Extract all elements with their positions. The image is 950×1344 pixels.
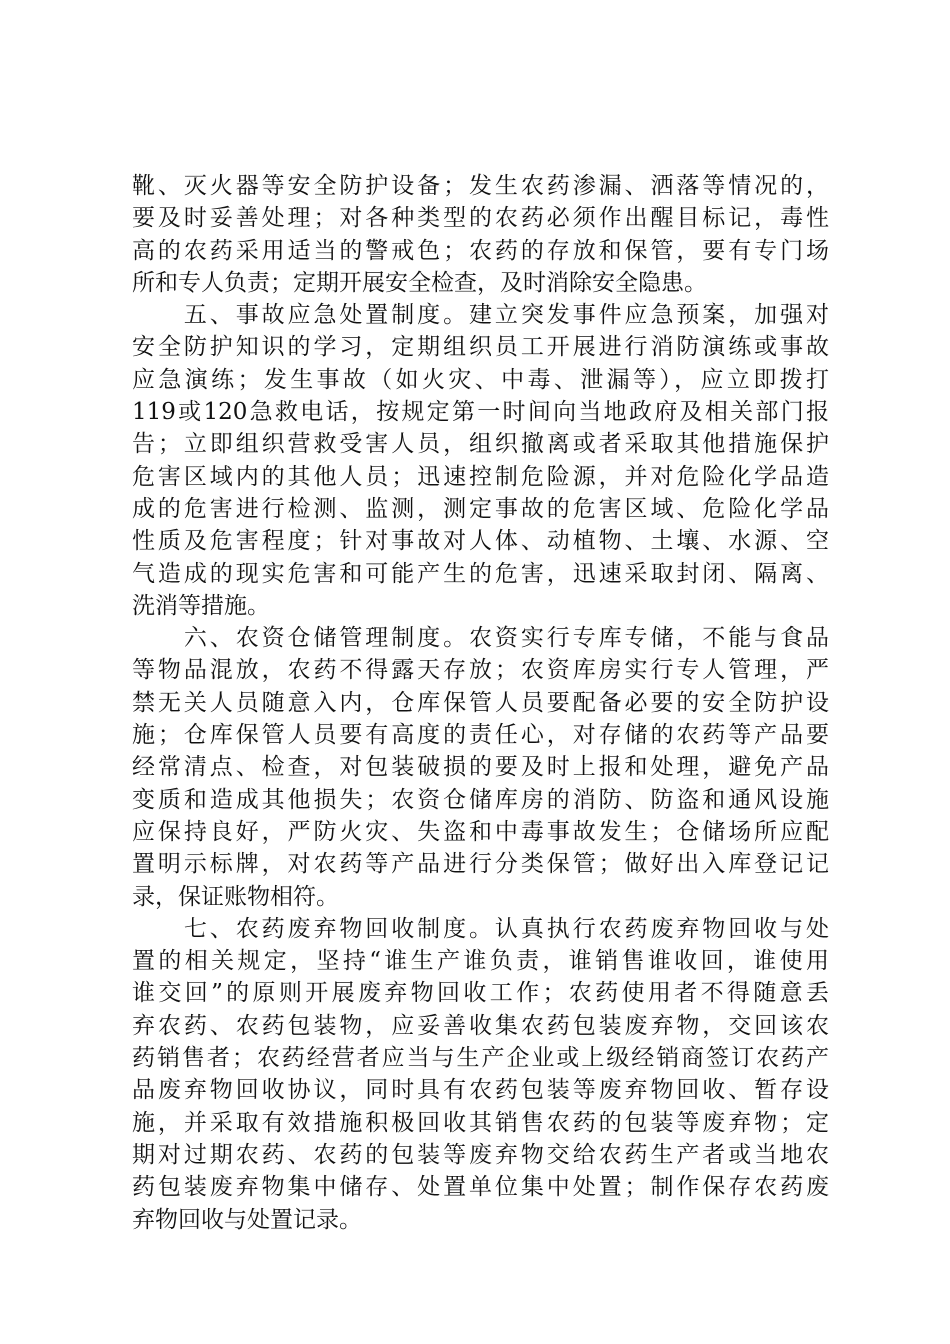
text-line: 置明示标牌，对农药等产品进行分类保管；做好出入库登记记 <box>132 851 829 878</box>
text-line: 禁无关人员随意入内，仓库保管人员要配备必要的安全防护设 <box>132 689 829 716</box>
text-line: 要及时妥善处理；对各种类型的农药必须作出醒目标记，毒性 <box>132 205 829 232</box>
text-line: 期对过期农药、农药的包装等废弃物交给农药生产者或当地农 <box>132 1141 829 1168</box>
text-line: 置的相关规定，坚持“谁生产谁负责，谁销售谁收回，谁使用 <box>132 948 829 975</box>
text-line: 119或120急救电话，按规定第一时间向当地政府及相关部门报 <box>132 399 829 426</box>
text-line: 性质及危害程度；针对事故对人体、动植物、土壤、水源、空 <box>132 528 829 555</box>
text-line: 谁交回”的原则开展废弃物回收工作；农药使用者不得随意丢 <box>132 980 829 1007</box>
text-line: 施，并采取有效措施积极回收其销售农药的包装等废弃物；定 <box>132 1109 829 1136</box>
text-line: 录，保证账物相符。 <box>132 883 339 910</box>
paragraph-p-continued <box>132 170 829 299</box>
paragraph-p-five <box>132 299 829 622</box>
text-line: 应保持良好，严防火灾、失盗和中毒事故发生；仓储场所应配 <box>132 818 829 845</box>
text-line: 药包装废弃物集中储存、处置单位集中处置；制作保存农药废 <box>132 1174 829 1201</box>
text-line: 药销售者；农药经营者应当与生产企业或上级经销商签订农药产 <box>132 1045 829 1072</box>
text-line: 成的危害进行检测、监测，测定事故的危害区域、危险化学品 <box>132 495 829 522</box>
text-line: 弃农药、农药包装物，应妥善收集农药包装废弃物，交回该农 <box>132 1012 829 1039</box>
text-line: 五、事故应急处置制度。建立突发事件应急预案，加强对 <box>132 302 829 329</box>
text-line: 七、农药废弃物回收制度。认真执行农药废弃物回收与处 <box>132 915 829 942</box>
text-line: 变质和造成其他损失；农资仓储库房的消防、防盗和通风设施 <box>132 786 829 813</box>
text-line: 品废弃物回收协议，同时具有农药包装等废弃物回收、暂存设 <box>132 1077 829 1104</box>
text-line: 六、农资仓储管理制度。农资实行专库专储，不能与食品 <box>132 625 829 652</box>
text-line: 施；仓库保管人员要有高度的责任心，对存储的农药等产品要 <box>132 722 829 749</box>
text-line: 洗消等措施。 <box>132 592 270 619</box>
text-line: 经常清点、检查，对包装破损的要及时上报和处理，避免产品 <box>132 754 829 781</box>
text-line: 安全防护知识的学习，定期组织员工开展进行消防演练或事故 <box>132 334 829 361</box>
paragraph-p-six <box>132 622 829 913</box>
text-line: 等物品混放，农药不得露天存放；农资库房实行专人管理，严 <box>132 657 829 684</box>
text-line: 危害区域内的其他人员；迅速控制危险源，并对危险化学品造 <box>132 463 829 490</box>
text-line: 靴、灭火器等安全防护设备；发生农药渗漏、洒落等情况的， <box>132 173 829 199</box>
text-line: 弃物回收与处置记录。 <box>132 1206 362 1233</box>
paragraph-p-seven <box>132 913 829 1236</box>
text-line: 高的农药采用适当的警戒色；农药的存放和保管，要有专门场 <box>132 237 829 264</box>
text-line: 气造成的现实危害和可能产生的危害，迅速采取封闭、隔离、 <box>132 560 829 587</box>
text-line: 告；立即组织营救受害人员，组织撤离或者采取其他措施保护 <box>132 431 829 458</box>
text-line: 应急演练；发生事故（如火灾、中毒、泄漏等），应立即拨打 <box>132 366 829 393</box>
document-body <box>132 170 829 1236</box>
text-line: 所和专人负责；定期开展安全检查，及时消除安全隐患。 <box>132 269 707 296</box>
